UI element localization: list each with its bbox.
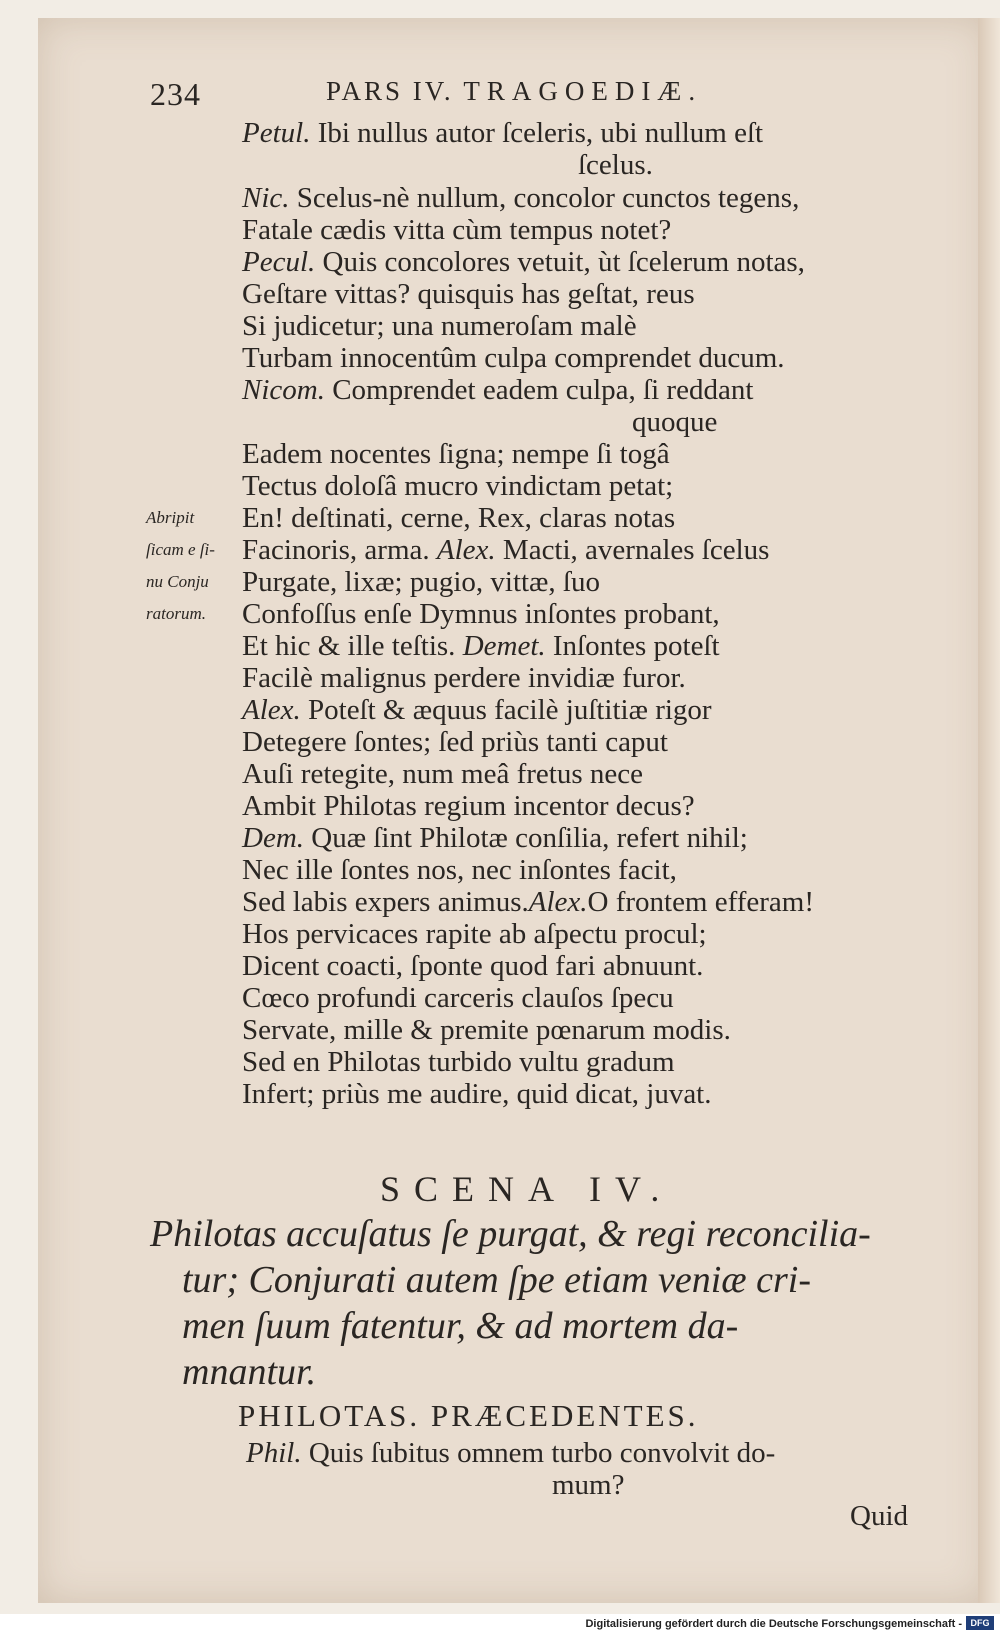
running-title — [326, 76, 702, 107]
verse-text: Scelus-nè nullum, concolor cunctos tegens, — [296, 182, 800, 214]
verse-line — [242, 277, 695, 311]
speaker-label: Phil. — [246, 1437, 302, 1469]
verse-line — [242, 116, 763, 150]
verse-line — [552, 1468, 625, 1502]
verse-line — [242, 629, 720, 663]
verse-line — [246, 1436, 775, 1470]
dfg-logo: DFG — [966, 1616, 994, 1630]
verse-text: Sed labis expers animus. — [242, 886, 529, 918]
verse-line — [242, 213, 671, 247]
verse-text: Nec ille ſontes nos, nec inſontes facit, — [242, 854, 677, 886]
verse-text: Detegere ſontes; ſed priùs tanti caput — [242, 726, 668, 758]
margin-note-line: Abripit — [146, 508, 195, 527]
verse-text: Servate, mille & premite pœnarum modis. — [242, 1014, 731, 1046]
verse-text: Dicent coacti, ſponte quod fari abnuunt. — [242, 950, 704, 982]
verse-line — [242, 885, 814, 919]
verse-text: Sed en Philotas turbido vultu gradum — [242, 1046, 675, 1078]
margin-note-line: ratorum. — [146, 604, 206, 623]
scene-argument-line: tur; Conjurati autem ſpe etiam veniæ cri- — [182, 1259, 812, 1301]
verse-line — [242, 309, 637, 343]
scene-argument-line: mnantur. — [182, 1351, 317, 1393]
verse-text: O frontem efferam! — [587, 886, 815, 918]
verse-text: Quæ ſint Philotæ conſilia, refert nihil; — [311, 822, 748, 854]
verse-text: Facilè malignus perdere invidiæ furor. — [242, 662, 686, 694]
catchword: Quid — [850, 1500, 908, 1532]
speaker-label: Pecul. — [242, 246, 316, 278]
verse-text: Confoſſus enſe Dymnus inſontes probant, — [242, 598, 720, 630]
verse-line — [242, 501, 675, 535]
running-title-part: TRAGOEDIÆ. — [463, 76, 703, 106]
verse-text: Quis ſubitus omnem turbo convolvit do- — [308, 1437, 776, 1469]
verse-line — [242, 1013, 731, 1047]
verse-text: Cœco profundi carceris clauſos ſpecu — [242, 982, 674, 1014]
verse-line — [242, 949, 703, 983]
dramatis-personae: PHILOTAS. PRÆCEDENTES. — [238, 1398, 699, 1433]
verse-text: Eadem nocentes ſigna; nempe ſi togâ — [242, 438, 670, 470]
verse-text: ſcelus. — [578, 149, 653, 181]
verse-text: Hos pervicaces rapite ab aſpectu procul; — [242, 918, 707, 950]
verse-text: Fatale cædis vitta cùm tempus notet? — [242, 214, 672, 246]
verse-line — [578, 148, 653, 182]
verse-line — [242, 789, 695, 823]
margin-note-line: nu Conju — [146, 572, 209, 591]
speaker-label: Demet. — [462, 630, 546, 662]
verse-text: Comprendet eadem culpa, ſi reddant — [332, 374, 754, 406]
verse-line — [242, 373, 753, 407]
verse-line — [242, 469, 673, 503]
verse-line — [242, 1045, 675, 1079]
verse-text: Geſtare vittas? quisquis has geſtat, reus — [242, 278, 695, 310]
verse-text: Et hic & ille teſtis. — [242, 630, 456, 662]
verse-line — [242, 693, 712, 727]
page-number: 234 — [150, 76, 201, 112]
verse-text: Inſontes poteſt — [552, 630, 720, 662]
speaker-label: Nicom. — [242, 374, 325, 406]
verse-text: Ambit Philotas regium incentor decus? — [242, 790, 695, 822]
verse-text: Infert; priùs me audire, quid dicat, juvat. — [242, 1078, 712, 1110]
speaker-label: Alex. — [436, 534, 496, 566]
scene-title: SCENA IV. — [380, 1169, 674, 1209]
margin-note-line: ſicam e ſi- — [146, 540, 215, 559]
verse-line — [242, 981, 674, 1015]
verse-line — [242, 245, 805, 279]
verse-line — [242, 533, 769, 567]
verse-line — [242, 821, 748, 855]
speaker-label: Nic. — [242, 182, 290, 214]
speaker-label: Petul. — [242, 117, 311, 149]
verse-text: Purgate, lixæ; pugio, vittæ, ſuo — [242, 566, 600, 598]
verse-line — [242, 437, 670, 471]
verse-text: Poteſt & æquus facilè juſtitiæ rigor — [308, 694, 712, 726]
running-title-part: PARS IV. — [326, 76, 454, 106]
verse-text: Macti, avernales ſcelus — [502, 534, 770, 566]
verse-line — [242, 565, 600, 599]
verse-line — [242, 181, 799, 215]
speaker-label: Alex. — [528, 886, 588, 918]
verse-line — [242, 757, 643, 791]
page-edge — [978, 18, 1000, 1603]
footer-credit: Digitalisierung gefördert durch die Deutsche Forschungsgemeinschaft - — [585, 1618, 962, 1630]
scene-argument-line: men ſuum fatentur, & ad mortem da- — [182, 1305, 739, 1347]
verse-text: Turbam innocentûm culpa comprendet ducum. — [242, 342, 785, 374]
verse-line — [242, 1077, 712, 1111]
verse-text: Auſi retegite, num meâ fretus nece — [242, 758, 644, 790]
verse-text: Tectus doloſâ mucro vindictam petat; — [242, 470, 674, 502]
verse-line — [242, 661, 686, 695]
verse-line — [242, 725, 668, 759]
verse-line — [242, 597, 720, 631]
running-head — [150, 76, 950, 116]
verse-text: Si judicetur; una numeroſam malè — [242, 310, 637, 342]
verse-text: Facinoris, arma. — [242, 534, 430, 566]
verse-text: Quis concolores vetuit, ùt ſcelerum notas, — [322, 246, 805, 278]
verse-line — [242, 917, 707, 951]
verse-text: En! deſtinati, cerne, Rex, claras notas — [242, 502, 676, 534]
scene-argument-line: Philotas accuſatus ſe purgat, & regi reconcilia- — [150, 1213, 871, 1255]
verse-text: Ibi nullus autor ſceleris, ubi nullum eſt — [317, 117, 764, 149]
verse-line — [242, 341, 785, 375]
speaker-label: Alex. — [242, 694, 301, 726]
verse-line — [632, 405, 717, 439]
verse-text: quoque — [632, 406, 718, 438]
speaker-label: Dem. — [242, 822, 305, 854]
verse-text: mum? — [552, 1469, 625, 1501]
verse-line — [242, 853, 677, 887]
